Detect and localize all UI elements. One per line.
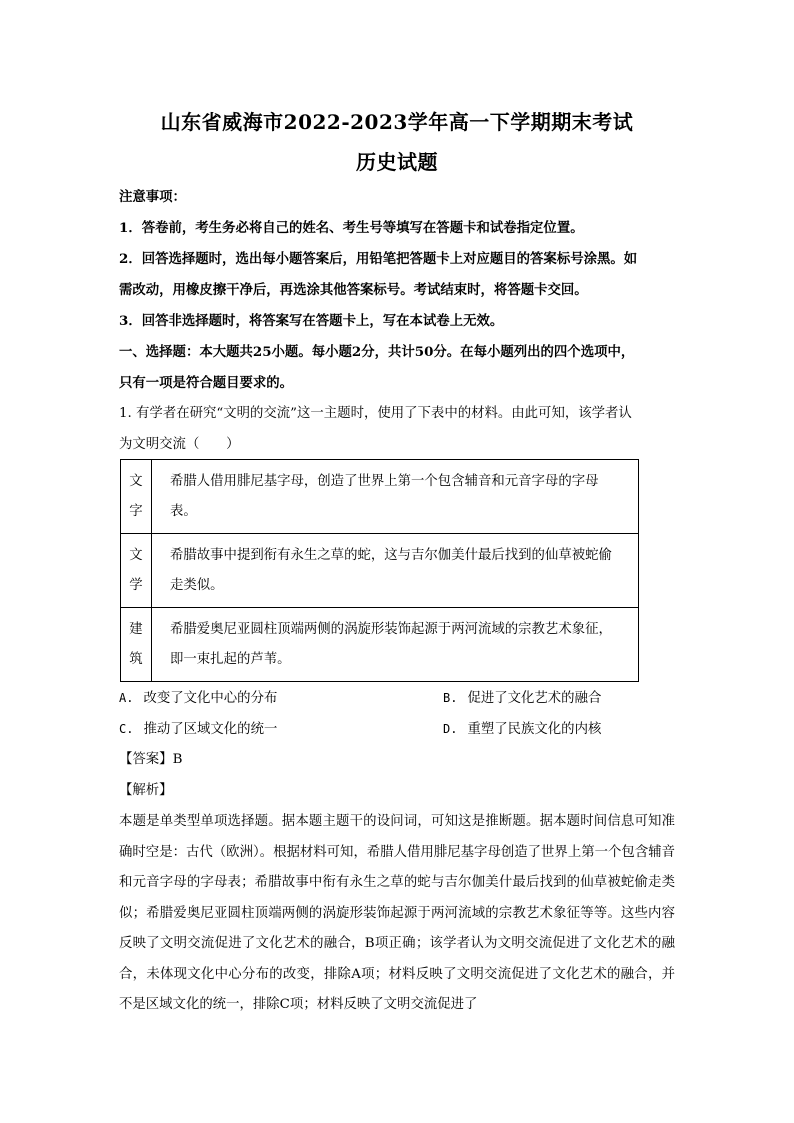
option-text: 促进了文化艺术的融合 [467,691,602,706]
table-row [121,534,639,608]
question-stem-line-1: 1. 有学者在研究“文明的交流”这一主题时，使用了下表中的材料。由此可知，该学者认 [119,406,632,421]
section-heading-line-2: 只有一项是符合题目要求的。 [119,375,294,391]
table-content-cell: 希腊故事中提到衔有永生之草的蛇，这与吉尔伽美什最后找到的仙草被蛇偷走类似。 [152,534,639,608]
table-row [121,460,639,534]
table-category-cell [121,460,152,534]
notice-item-1: 1．答卷前，考生务必将自己的姓名、考生号等填写在答题卡和试卷指定位置。 [119,220,584,236]
option-a [119,688,277,709]
analysis-label: 【解析】 [119,783,173,798]
table-content-cell: 希腊爱奥尼亚圆柱顶端两侧的涡旋形装饰起源于两河流域的宗教艺术象征，即一束扎起的芦苇。 [152,608,639,682]
document-title: 山东省威海市2022-2023学年高一下学期期末考试 [160,110,634,134]
option-letter: A. [119,691,134,705]
notice-heading: 注意事项： [119,189,186,205]
option-text: 推动了区域文化的统一 [143,722,278,737]
option-text: 重塑了民族文化的内核 [467,722,602,737]
option-d [443,719,601,740]
document-subtitle: 历史试题 [356,150,438,174]
table-row [121,608,639,682]
option-text: 改变了文化中心的分布 [143,691,278,706]
table-category-cell [121,608,152,682]
category-label: 建筑 [129,621,143,667]
table-category-cell [121,534,152,608]
category-label: 文学 [129,547,143,593]
option-c [119,719,277,740]
notice-item-3: 3．回答非选择题时，将答案写在答题卡上，写在本试卷上无效。 [119,313,504,329]
section-heading-line-1: 一、选择题：本大题共25小题。每小题2分，共计50分。在每小题列出的四个选项中， [119,344,635,360]
analysis-paragraph: 本题是单类型单项选择题。据本题主题干的设问词，可知这是推断题。据本题时间信息可知准确时空是：古代（欧洲）。根据材料可知，希腊人借用腓尼基字母创造了世界上第一个包含辅音和元音字母的字母表；希腊故事中衔有永生之草的蛇与吉尔伽美什最后找到的仙草被蛇偷走类似；希腊爱奥尼亚圆柱顶端两侧的涡旋形装饰起源于两河流域的宗教艺术象征等等。这些内容反映了文明交流促进了文化艺术的融合，B项正确；该学者认为文明交流促进了文化艺术的融合，未体现文化中心分布的改变，排除A项；材料反映了文明交流促进了文化艺术的融合，并不是区域文化的统一，排除C项；材料反映了文明交流促进了 [119,814,675,1012]
question-stem-line-2: 为文明交流（ ） [119,437,240,452]
option-letter: C. [119,722,134,736]
option-letter: B. [443,691,458,705]
category-label: 文字 [129,473,143,519]
option-letter: D. [443,722,458,736]
option-b [443,688,601,709]
table-content-cell: 希腊人借用腓尼基字母，创造了世界上第一个包含辅音和元音字母的字母表。 [152,460,639,534]
material-table [120,459,639,682]
answer-value: B [172,752,183,767]
answer-label: 【答案】 [119,752,173,767]
answer-line [119,750,679,770]
notice-item-2-line-2: 需改动，用橡皮擦干净后，再选涂其他答案标号。考试结束时，将答题卡交回。 [119,282,588,298]
notice-item-2-line-1: 2．回答选择题时，选出每小题答案后，用铅笔把答题卡上对应题目的答案标号涂黑。如 [119,251,638,267]
